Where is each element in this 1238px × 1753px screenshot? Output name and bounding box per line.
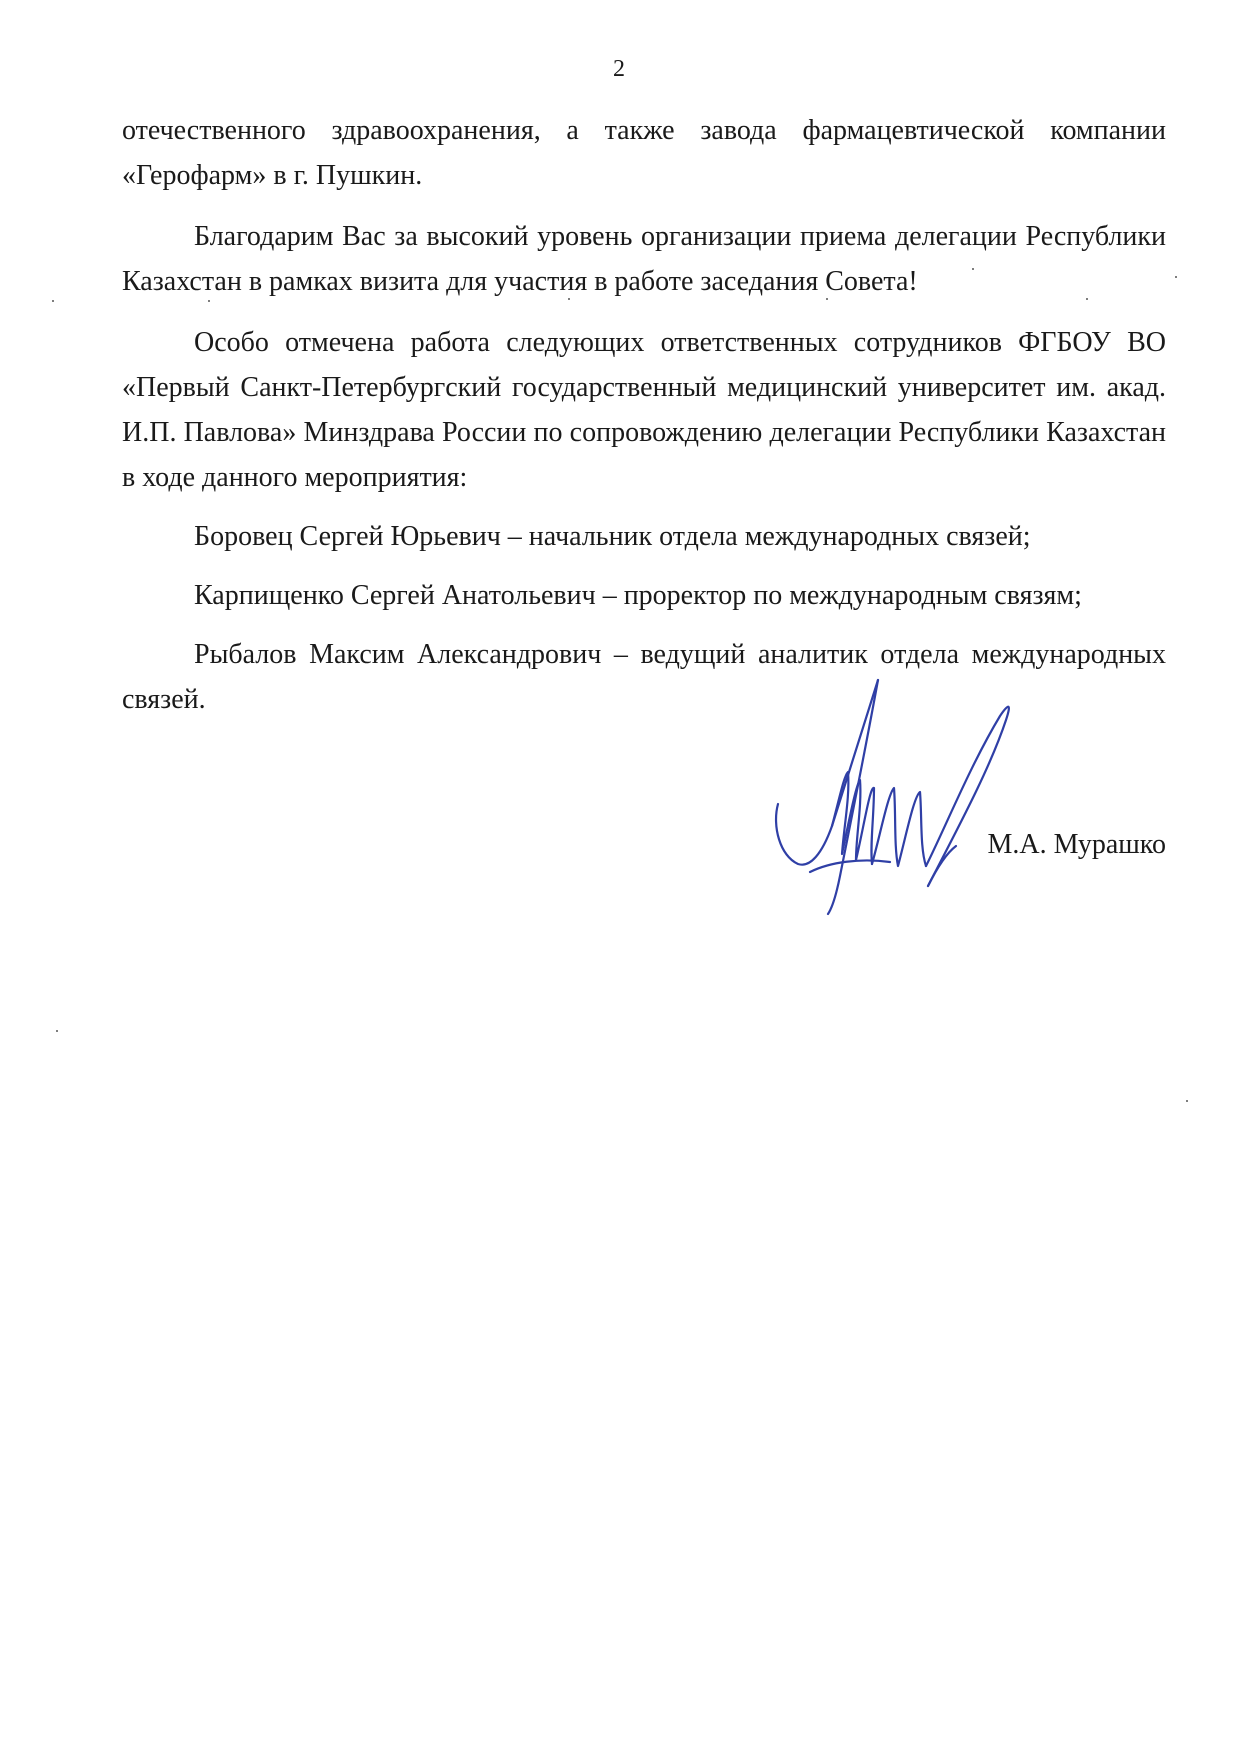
paragraph-staff-intro: Особо отмечена работа следующих ответственных сотрудников ФГБОУ ВО «Первый Санкт-Петербургский государственный медицинский университет им. акад. И.П. Павлова» Минздрава России по сопровождению делегации Республики Казахстан в ходе данного мероприятия:: [122, 327, 1166, 493]
staff-item-rybalov: Рыбалов Максим Александрович – ведущий аналитик отдела международных связей.: [122, 639, 1166, 715]
scan-speck: [1086, 298, 1088, 300]
letter-body: [122, 108, 1166, 722]
paragraph-continuation: отечественного здравоохранения, а также завода фармацевтической компании «Герофарм» в г. Пушкин.: [122, 115, 1166, 191]
scan-speck: [972, 268, 974, 270]
scan-speck: [56, 1030, 58, 1032]
scan-speck: [52, 300, 54, 302]
paragraph-thanks: Благодарим Вас за высокий уровень организации приема делегации Республики Казахстан в рамках визита для участия в работе заседания Совета!: [122, 221, 1166, 297]
scan-speck: [208, 300, 210, 302]
handwritten-signature: [770, 676, 1070, 926]
scan-speck: [568, 298, 570, 300]
scan-speck: [1175, 276, 1177, 278]
signer-name: М.А. Мурашко: [987, 829, 1166, 860]
scan-speck: [1186, 1100, 1188, 1102]
page-number: 2: [613, 56, 625, 82]
scan-speck: [826, 298, 828, 300]
staff-item-borovets: Боровец Сергей Юрьевич – начальник отдела международных связей;: [194, 521, 1031, 552]
staff-item-karpishchenko: Карпищенко Сергей Анатольевич – проректор по международным связям;: [194, 580, 1082, 611]
